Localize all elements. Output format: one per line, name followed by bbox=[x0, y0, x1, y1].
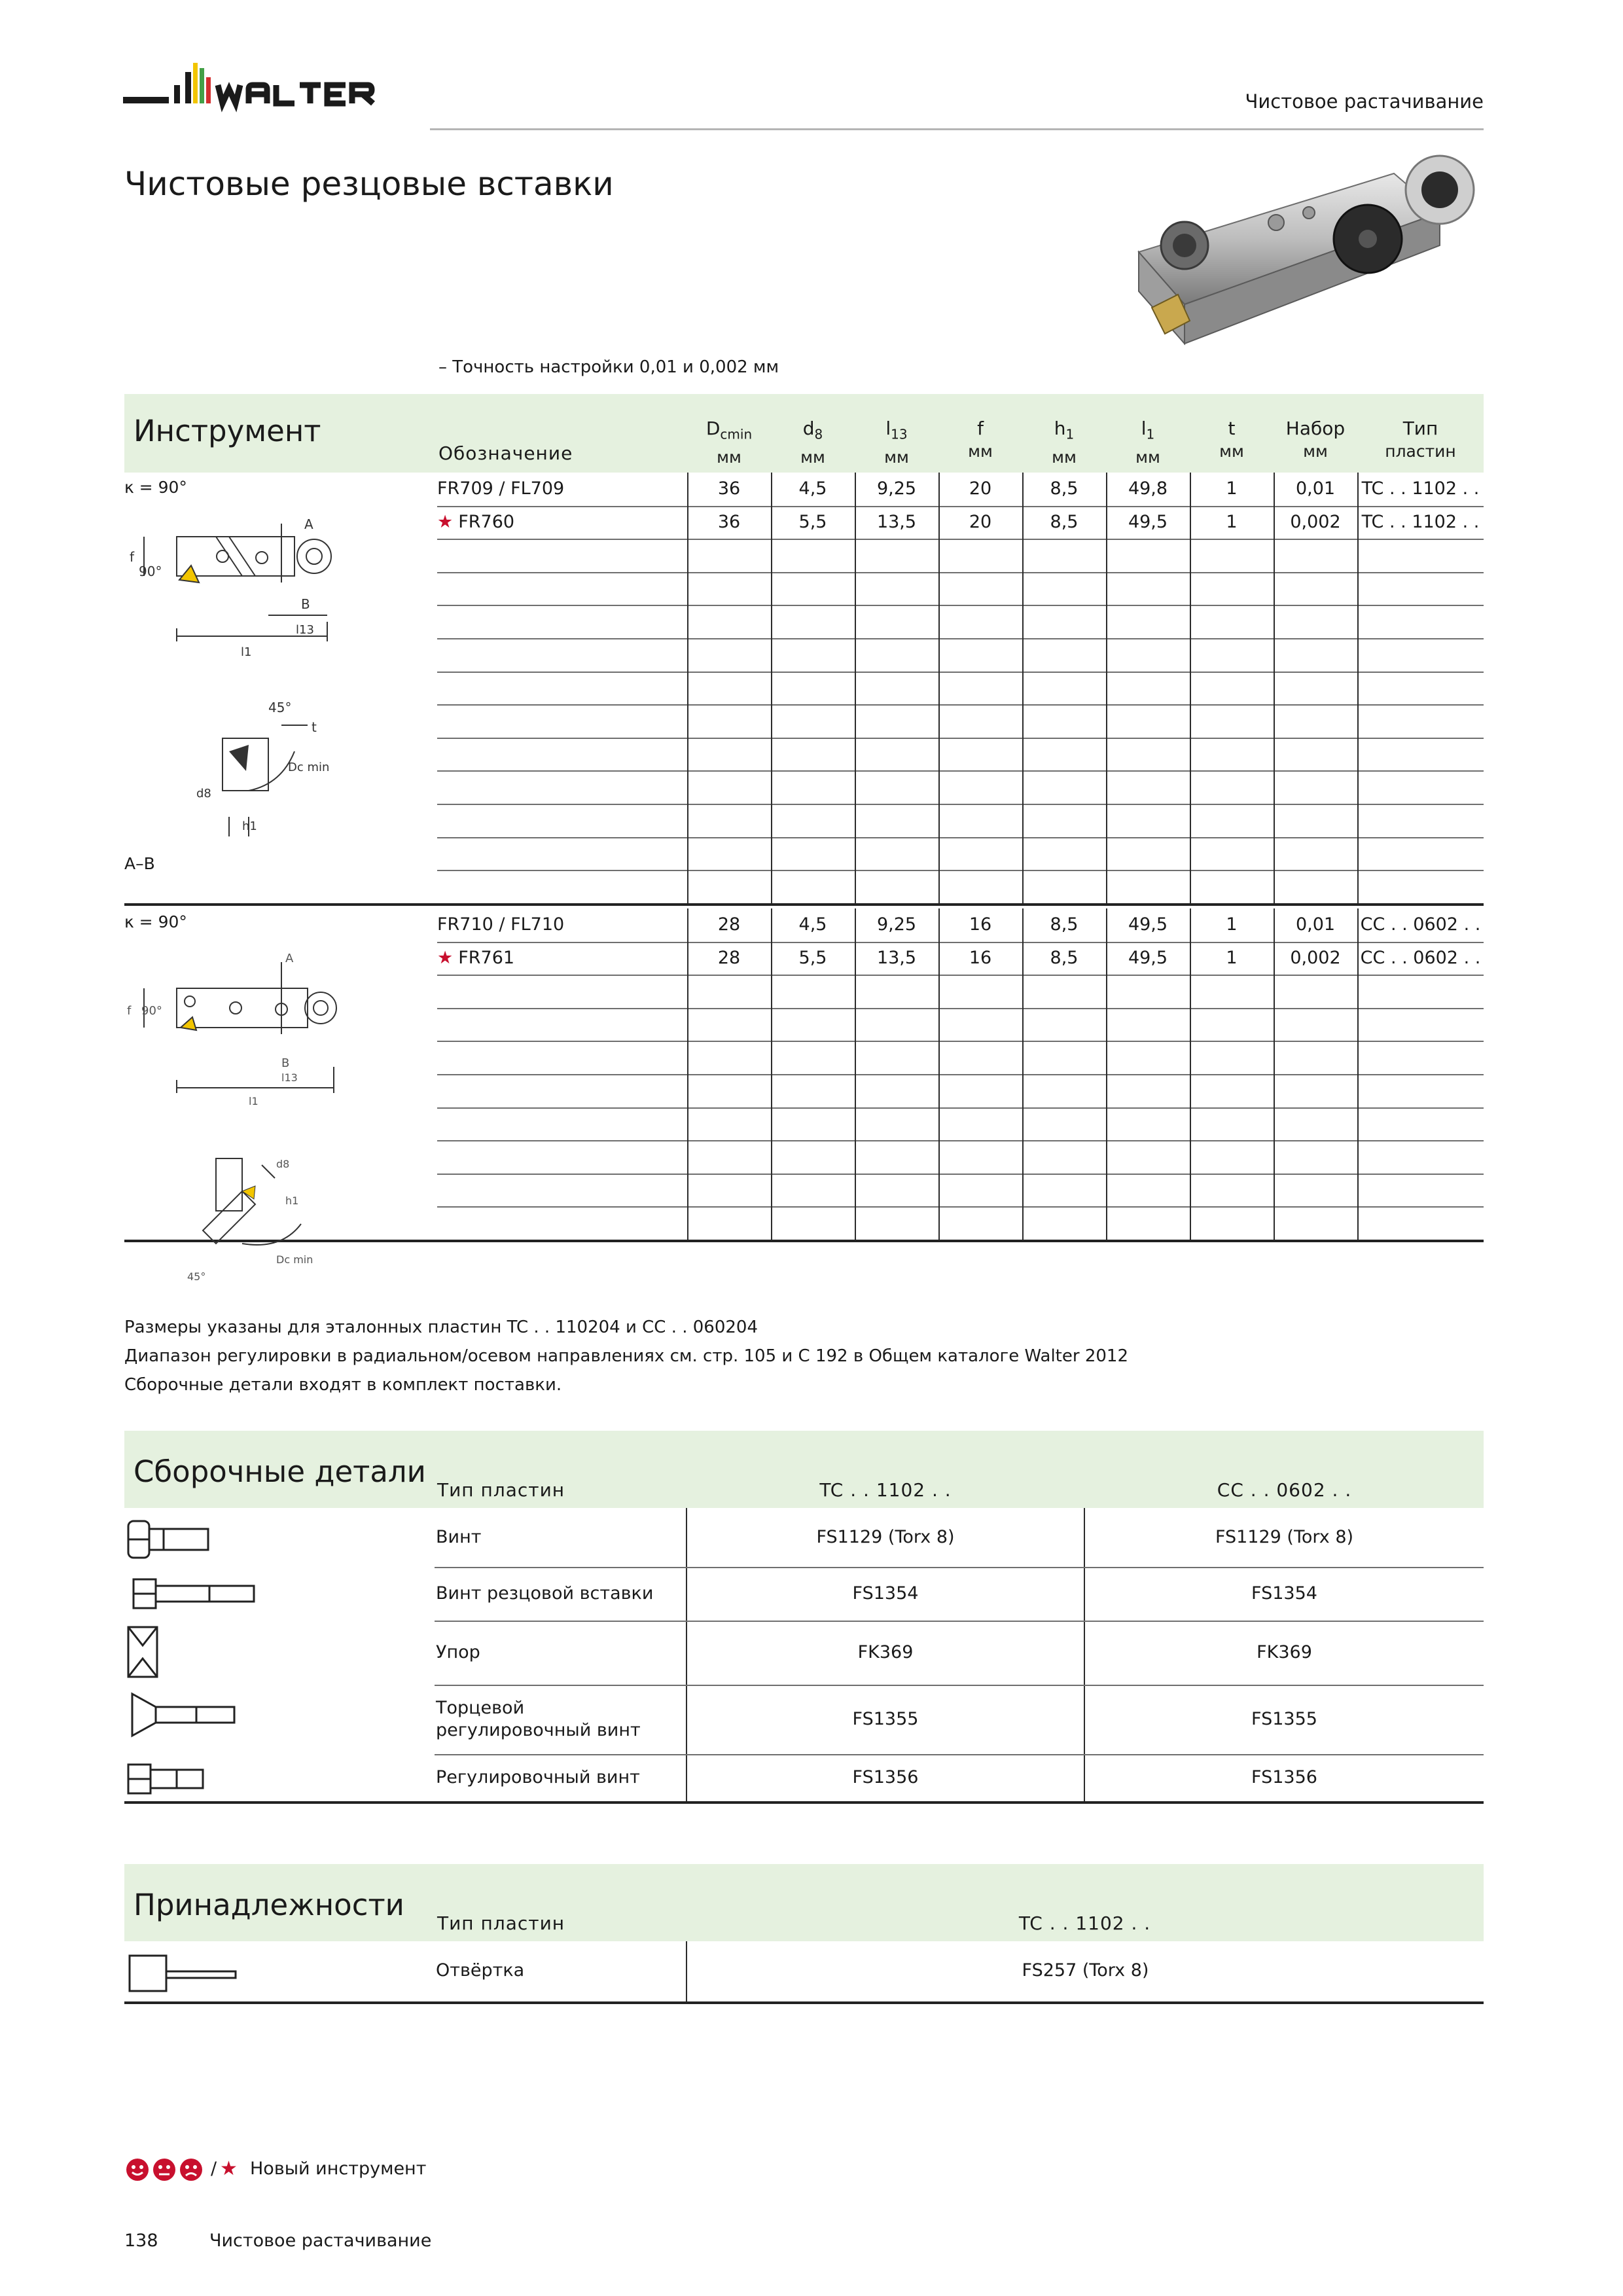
row-divider bbox=[437, 672, 1484, 673]
label-a-2: A bbox=[285, 952, 294, 965]
cell-l13: 9,25 bbox=[876, 914, 917, 935]
label-dcmin: Dc min bbox=[288, 761, 330, 774]
assembly-part-name: Регулировочный винт bbox=[436, 1767, 640, 1787]
cell-l1: 49,5 bbox=[1128, 914, 1168, 935]
label-f: f bbox=[130, 549, 135, 565]
assembly-row-divider bbox=[435, 1567, 1484, 1568]
cell-insert: CC . . 0602 . . bbox=[1360, 914, 1481, 935]
insert-screw-icon bbox=[124, 1574, 262, 1613]
cell-l13: 13,5 bbox=[876, 948, 917, 968]
label-l1: l1 bbox=[241, 645, 252, 659]
row-divider bbox=[437, 605, 1484, 606]
label-b-2: B bbox=[281, 1056, 290, 1070]
cell-set: 0,002 bbox=[1290, 512, 1341, 532]
designation-text: FR761 bbox=[458, 948, 515, 968]
row-divider bbox=[437, 704, 1484, 706]
designation-text: FR760 bbox=[458, 512, 515, 532]
cell-f: 20 bbox=[969, 512, 992, 532]
label-l13-2: l13 bbox=[281, 1071, 298, 1084]
table-notes bbox=[124, 1313, 1128, 1399]
cell-l13: 9,25 bbox=[876, 478, 917, 499]
label-d8-2: d8 bbox=[276, 1158, 290, 1170]
group-divider bbox=[124, 903, 1484, 906]
tool-drawing-top-view-2 bbox=[124, 949, 360, 1106]
tool-drawing-section-view bbox=[183, 692, 340, 850]
column-header-unit: мм bbox=[1135, 447, 1160, 467]
assembly-part-name: Винт bbox=[436, 1527, 482, 1547]
cell-h1: 8,5 bbox=[1050, 914, 1079, 935]
product-photo bbox=[1113, 154, 1492, 389]
cell-set: 0,01 bbox=[1295, 478, 1336, 499]
column-header-sub: cmin bbox=[720, 426, 753, 442]
column-header-main: l bbox=[885, 418, 891, 439]
legend-text: Новый инструмент bbox=[250, 2159, 427, 2179]
new-tool-star-icon: ★ bbox=[437, 512, 454, 532]
cell-Dcmin: 36 bbox=[717, 478, 741, 499]
stop-icon bbox=[124, 1623, 170, 1682]
column-header-unit: мм bbox=[884, 447, 909, 467]
new-tool-star-icon: ★ bbox=[437, 948, 454, 968]
column-header-main: f bbox=[977, 418, 984, 439]
cell-d8: 4,5 bbox=[798, 914, 827, 935]
row-divider bbox=[437, 770, 1484, 772]
column-header-main: Тип bbox=[1402, 418, 1438, 439]
cell-f: 20 bbox=[969, 478, 992, 499]
column-header-unit: мм bbox=[968, 442, 993, 461]
column-header-unit: мм bbox=[717, 447, 741, 467]
assembly-title: Сборочные детали bbox=[134, 1454, 426, 1489]
cell-d8: 5,5 bbox=[798, 512, 827, 532]
walter-logo bbox=[123, 60, 404, 119]
column-header-t bbox=[1190, 418, 1274, 463]
assembly-value-tc: FS1355 bbox=[852, 1709, 919, 1729]
screw-icon bbox=[124, 1517, 216, 1563]
row-divider bbox=[437, 738, 1484, 739]
new-tool-legend-icon bbox=[124, 2156, 207, 2183]
assembly-value-cc: FS1129 (Torx 8) bbox=[1215, 1527, 1354, 1547]
cell-h1: 8,5 bbox=[1050, 478, 1079, 499]
assembly-header-band bbox=[124, 1431, 1484, 1508]
cell-d8: 5,5 bbox=[798, 948, 827, 968]
row-divider bbox=[437, 1008, 1484, 1009]
row-divider bbox=[437, 638, 1484, 639]
row-divider bbox=[437, 1140, 1484, 1141]
column-header-main: D bbox=[705, 418, 721, 439]
assembly-col2-header: CC . . 0602 . . bbox=[1217, 1479, 1352, 1501]
assembly-value-cc: FS1354 bbox=[1251, 1583, 1317, 1604]
row-divider bbox=[437, 572, 1484, 573]
assembly-value-cc: FS1355 bbox=[1251, 1709, 1317, 1729]
assembly-col1-header: TC . . 1102 . . bbox=[819, 1479, 952, 1501]
column-header-l13 bbox=[855, 418, 938, 469]
column-header-main: l bbox=[1141, 418, 1147, 439]
note-1: Размеры указаны для эталонных пластин TC . . 110204 и CC . . 060204 bbox=[124, 1318, 758, 1337]
column-header-h1 bbox=[1022, 418, 1106, 469]
cell-insert: TC . . 1102 . . bbox=[1361, 512, 1480, 532]
cell-insert: CC . . 0602 . . bbox=[1360, 948, 1481, 968]
column-header-main: t bbox=[1228, 418, 1236, 439]
assembly-part-name: Винт резцовой вставки bbox=[436, 1583, 654, 1604]
column-header-set bbox=[1274, 418, 1357, 463]
column-header-unit: мм bbox=[1052, 447, 1077, 467]
label-l13: l13 bbox=[296, 623, 314, 637]
cell-Dcmin: 36 bbox=[717, 512, 741, 532]
row-divider bbox=[437, 1041, 1484, 1042]
assembly-part-name: Упор bbox=[436, 1642, 480, 1662]
note-2: Диапазон регулировки в радиальном/осевом направлениях см. стр. 105 и С 192 в Общем каталоге Walter 2012 bbox=[124, 1346, 1128, 1366]
cell-l13: 13,5 bbox=[876, 512, 917, 532]
designation-text: FR709 / FL709 bbox=[437, 478, 565, 499]
column-header-sub: 13 bbox=[891, 426, 908, 442]
header-rule bbox=[430, 128, 1484, 130]
row-divider bbox=[437, 804, 1484, 805]
label-h1-2: h1 bbox=[285, 1194, 299, 1207]
label-t: t bbox=[312, 719, 317, 735]
label-angle-2: 90° bbox=[141, 1004, 162, 1018]
tool-designation[interactable] bbox=[437, 506, 514, 539]
accessories-col1-header: TC . . 1102 . . bbox=[1018, 1912, 1151, 1934]
accessories-header-band bbox=[124, 1864, 1484, 1941]
legend-separator: / bbox=[211, 2159, 217, 2179]
tool-designation[interactable] bbox=[437, 908, 564, 941]
column-header-unit: мм bbox=[800, 447, 825, 467]
row-divider bbox=[437, 539, 1484, 540]
label-d8: d8 bbox=[196, 787, 211, 800]
note-3: Сборочные детали входят в комплект поставки. bbox=[124, 1375, 562, 1395]
label-45-2: 45° bbox=[187, 1270, 206, 1283]
accessories-bottom-rule bbox=[124, 2001, 1484, 2004]
label-angle: 90° bbox=[139, 564, 162, 579]
tool-designation[interactable] bbox=[437, 942, 514, 975]
designation-text: FR710 / FL710 bbox=[437, 914, 565, 935]
assembly-value-tc: FK369 bbox=[857, 1642, 914, 1662]
cell-Dcmin: 28 bbox=[717, 948, 741, 968]
cell-h1: 8,5 bbox=[1050, 948, 1079, 968]
cell-insert: TC . . 1102 . . bbox=[1361, 478, 1480, 499]
assembly-type-label: Тип пластин bbox=[437, 1479, 565, 1501]
column-header-main: d bbox=[802, 418, 815, 439]
column-header-sub: 1 bbox=[1146, 426, 1155, 442]
adjust-screw-icon bbox=[124, 1759, 209, 1799]
designation-header: Обозначение bbox=[438, 442, 573, 464]
column-header-d8 bbox=[771, 418, 855, 469]
column-header-unit: мм bbox=[1219, 442, 1244, 461]
cell-set: 0,01 bbox=[1295, 914, 1336, 935]
column-header-unit: мм bbox=[1303, 442, 1328, 461]
kappa-label: κ = 90° bbox=[124, 478, 187, 497]
column-header-main: Набор bbox=[1285, 418, 1346, 439]
row-divider bbox=[437, 975, 1484, 976]
accessory-value: FS257 (Torx 8) bbox=[1022, 1960, 1149, 1981]
row-divider bbox=[437, 870, 1484, 871]
row-divider bbox=[437, 1206, 1484, 1208]
label-45: 45° bbox=[268, 700, 292, 715]
tool-designation[interactable] bbox=[437, 473, 564, 505]
footer-section: Чистовое растачивание bbox=[209, 2231, 432, 2251]
assembly-row-divider bbox=[435, 1754, 1484, 1755]
cell-f: 16 bbox=[969, 914, 992, 935]
column-header-f bbox=[938, 418, 1022, 463]
assembly-value-tc: FS1354 bbox=[852, 1583, 919, 1604]
accessories-title: Принадлежности bbox=[134, 1888, 404, 1922]
row-divider bbox=[437, 837, 1484, 838]
cell-l1: 49,5 bbox=[1128, 512, 1168, 532]
accessory-name: Отвёртка bbox=[436, 1960, 525, 1981]
assembly-row-divider bbox=[435, 1685, 1484, 1686]
assembly-part-name: Торцевой регулировочный винт bbox=[436, 1698, 641, 1740]
label-l1-2: l1 bbox=[249, 1095, 259, 1106]
label-h1: h1 bbox=[242, 819, 257, 833]
cell-t: 1 bbox=[1226, 478, 1238, 499]
cell-set: 0,002 bbox=[1290, 948, 1341, 968]
label-a: A bbox=[304, 516, 313, 532]
star-icon: ★ bbox=[220, 2157, 238, 2180]
kappa-label-2: κ = 90° bbox=[124, 912, 187, 931]
column-header-insert bbox=[1357, 418, 1484, 463]
column-header-sub: 1 bbox=[1065, 426, 1075, 442]
cell-d8: 4,5 bbox=[798, 478, 827, 499]
label-b: B bbox=[301, 596, 310, 612]
cell-l1: 49,5 bbox=[1128, 948, 1168, 968]
screwdriver-icon bbox=[124, 1950, 242, 1996]
accessories-type-label: Тип пластин bbox=[437, 1912, 565, 1934]
section-label: A–B bbox=[124, 854, 155, 873]
assembly-value-cc: FK369 bbox=[1257, 1642, 1312, 1662]
page-number: 138 bbox=[124, 2231, 158, 2251]
assembly-value-tc: FS1129 (Torx 8) bbox=[816, 1527, 955, 1547]
face-adjust-screw-icon bbox=[124, 1689, 242, 1741]
column-header-l1 bbox=[1106, 418, 1190, 469]
tool-drawing-section-view-2 bbox=[164, 1152, 334, 1283]
cell-t: 1 bbox=[1226, 512, 1238, 532]
column-header-Dcmin bbox=[687, 418, 771, 469]
tool-table-title: Инструмент bbox=[134, 414, 321, 448]
cell-l1: 49,8 bbox=[1128, 478, 1168, 499]
assembly-row-divider bbox=[435, 1621, 1484, 1622]
column-header-main: h bbox=[1054, 418, 1066, 439]
cell-h1: 8,5 bbox=[1050, 512, 1079, 532]
cell-t: 1 bbox=[1226, 948, 1238, 968]
precision-note: – Точность настройки 0,01 и 0,002 мм bbox=[438, 357, 779, 377]
assembly-value-cc: FS1356 bbox=[1251, 1767, 1317, 1787]
row-divider bbox=[437, 1107, 1484, 1109]
cell-t: 1 bbox=[1226, 914, 1238, 935]
column-header-sub: 8 bbox=[814, 426, 823, 442]
column-header-unit: пластин bbox=[1385, 442, 1456, 461]
tool-drawing-top-view bbox=[124, 511, 360, 668]
row-divider bbox=[437, 1074, 1484, 1075]
page-title: Чистовые резцовые вставки bbox=[124, 165, 614, 203]
row-divider bbox=[437, 1174, 1484, 1175]
label-dcmin-2: Dc min bbox=[276, 1253, 313, 1266]
assembly-row-divider bbox=[124, 1801, 1484, 1804]
cell-Dcmin: 28 bbox=[717, 914, 741, 935]
header-section-title: Чистовое растачивание bbox=[1245, 90, 1484, 113]
assembly-value-tc: FS1356 bbox=[852, 1767, 919, 1787]
label-f-2: f bbox=[127, 1004, 132, 1018]
cell-f: 16 bbox=[969, 948, 992, 968]
